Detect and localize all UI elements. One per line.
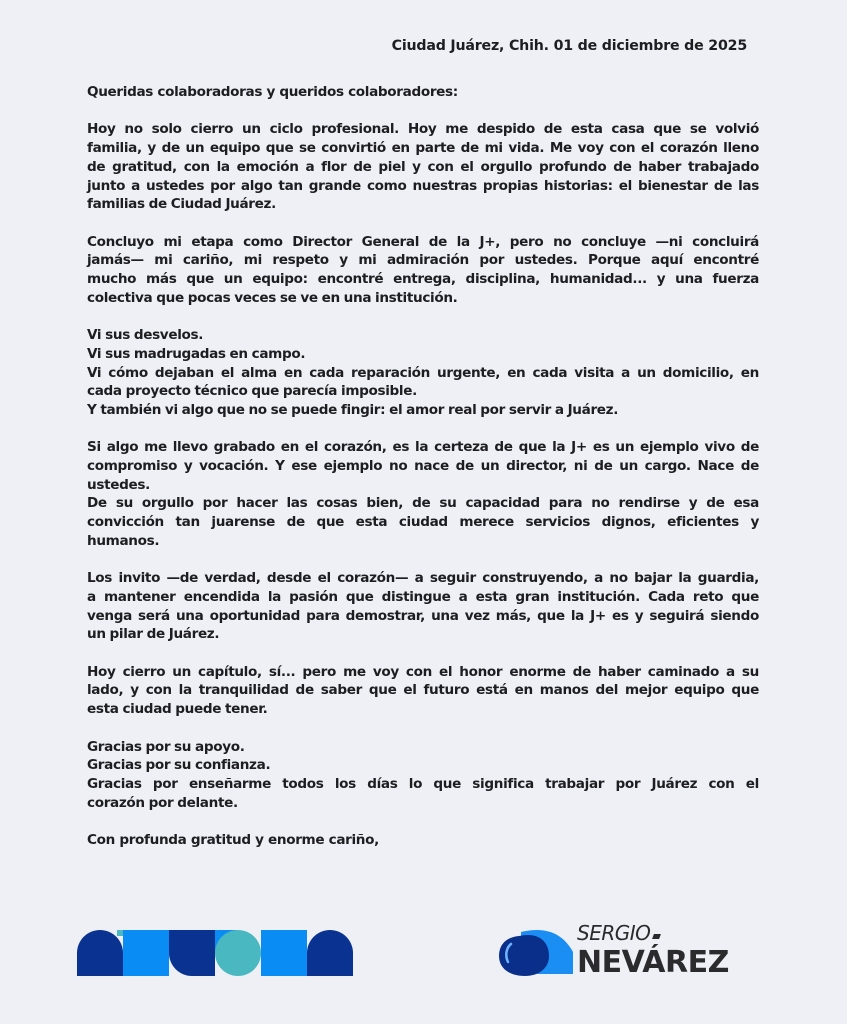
paragraph-line: De su orgullo por hacer las cosas bien, de su capacidad para no rendirse y de esa xyxy=(87,495,759,512)
paragraph-line: Vi cómo dejaban el alma en cada reparación urgente, en cada visita a un domicilio, en xyxy=(87,364,759,381)
paragraph-line: colectiva que pocas veces se ve en una institución. xyxy=(87,289,458,306)
paragraph-vi xyxy=(87,326,759,420)
paragraph-line: lado, y con la tranquilidad de saber que el futuro está en manos del mejor equipo que xyxy=(87,682,759,699)
paragraph-line: Vi sus madrugadas en campo. xyxy=(87,345,306,362)
logo-blue-square-1 xyxy=(123,930,169,976)
paragraph-line: ustedes. xyxy=(87,476,150,493)
paragraph-line: mucho más que un equipo: encontré entrega, disciplina, humanidad... y una fuerza xyxy=(87,271,759,287)
paragraph-line: cada proyecto técnico que parecía imposible. xyxy=(87,383,417,400)
paragraph-line: a mantener encendida la pasión que distingue a esta gran institución. Cada reto que xyxy=(87,588,759,605)
paragraph-line: Gracias por su apoyo. xyxy=(87,738,245,755)
paragraph-line: humanos. xyxy=(87,532,160,549)
paragraph-line: Concluyo mi etapa como Director General de la J+, pero no concluye —ni concluirá xyxy=(87,233,759,250)
water-drop-icon xyxy=(497,926,577,981)
paragraph-line: Y también vi algo que no se puede fingir: el amor real por servir a Juárez. xyxy=(87,401,619,418)
sergio-nevarez-logo xyxy=(497,922,787,984)
paragraph-line: Hoy cierro un capítulo, sí... pero me voy con el honor enorme de haber caminado a su xyxy=(87,663,759,680)
paragraph-farewell xyxy=(87,120,759,214)
paragraph-capitulo xyxy=(87,663,759,719)
paragraph-certeza xyxy=(87,438,759,550)
brand-last-name: NEVÁREZ xyxy=(577,945,729,980)
geometric-logo-graphic xyxy=(77,930,357,976)
paragraph-gracias xyxy=(87,738,759,813)
paragraph-line: Los invito —de verdad, desde el corazón— a seguir construyendo, a no bajar la guardia, xyxy=(87,570,759,587)
logo-navy-dome-right xyxy=(307,930,353,976)
paragraph-director xyxy=(87,233,759,308)
paragraph-line: un pilar de Juárez. xyxy=(87,626,220,643)
paragraph-line: jamás— mi cariño, mi respeto y mi admiración por ustedes. Porque aquí encontré xyxy=(87,252,759,269)
letter-closing: Con profunda gratitud y enorme cariño, xyxy=(87,832,379,848)
brand-dot xyxy=(652,934,661,939)
geometric-logo xyxy=(77,930,357,976)
paragraph-line: Gracias por su confianza. xyxy=(87,757,271,774)
letter-greeting: Queridas colaboradoras y queridos colaboradores: xyxy=(87,84,458,100)
paragraph-line: familia, y de un equipo que se convirtió en parte de mi vida. Me voy con el corazón lleno xyxy=(87,140,759,157)
letter-dateline: Ciudad Juárez, Chih. 01 de diciembre de 2025 xyxy=(391,38,747,54)
paragraph-line: convicción tan juarense de que esta ciudad merece servicios dignos, eficientes y xyxy=(87,514,759,531)
paragraph-line: familias de Ciudad Juárez. xyxy=(87,196,276,213)
brand-top-row xyxy=(577,922,660,944)
paragraph-line: compromiso y vocación. Y ese ejemplo no nace de un director, ni de un cargo. Nace de xyxy=(87,458,759,474)
logo-teal-corner xyxy=(117,930,123,936)
logo-navy-dome-left xyxy=(77,930,123,976)
brand-wordmark xyxy=(577,922,729,980)
paragraph-line: junto a ustedes por algo tan grande como nuestras propias historias: el bienestar de las xyxy=(87,177,759,194)
paragraph-line: venga será una oportunidad para demostrar, una vez más, que la J+ es y seguirá siendo xyxy=(87,607,759,624)
logo-teal-circle xyxy=(215,930,261,976)
paragraph-invitacion xyxy=(87,569,759,644)
paragraph-line: Si algo me llevo grabado en el corazón, es la certeza de que la J+ es un ejemplo vivo de xyxy=(87,439,759,456)
paragraph-line: Hoy no solo cierro un ciclo profesional. Hoy me despido de esta casa que se volvió xyxy=(87,121,759,138)
logo-navy-u xyxy=(169,930,215,976)
letter xyxy=(87,36,759,850)
paragraph-line: esta ciudad puede tener. xyxy=(87,701,268,718)
logo-blue-square-2 xyxy=(261,930,307,976)
paragraph-line: corazón por delante. xyxy=(87,794,238,811)
paragraph-line: Vi sus desvelos. xyxy=(87,327,204,344)
brand-first-name: SERGIO xyxy=(577,921,651,945)
paragraph-line: de gratitud, con la emoción a flor de piel y con el orgullo profundo de haber trabajado xyxy=(87,158,759,175)
paragraph-line: Gracias por enseñarme todos los días lo que significa trabajar por Juárez con el xyxy=(87,775,759,792)
